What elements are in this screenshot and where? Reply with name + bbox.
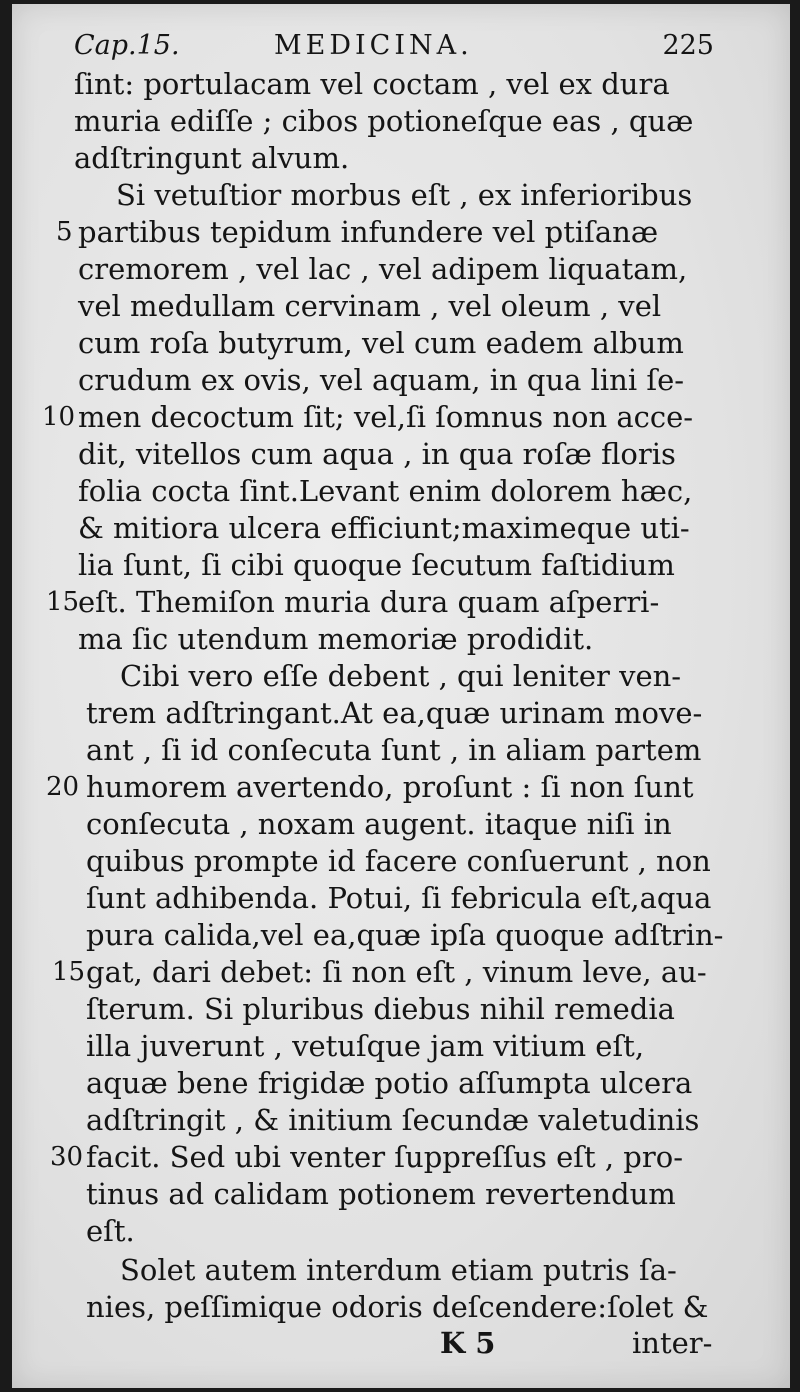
- text-line: vel medullam cervinam , vel oleum , vel: [78, 289, 662, 323]
- text-line: ant , ſi id conſecuta ſunt , in aliam partem: [86, 733, 702, 767]
- text-line: lia ſunt, ſi cibi quoque ſecutum faſtidium: [78, 548, 675, 582]
- text-line: cum roſa butyrum, vel cum eadem album: [78, 326, 684, 360]
- text-line: nies, peſſimique odoris deſcendere:ſolet &: [86, 1290, 709, 1324]
- line-number: 10: [42, 402, 76, 432]
- text-line: pura calida,vel ea,quæ ipſa quoque adſtrin-: [86, 918, 724, 952]
- text-line: ſunt adhibenda. Potui, ſi febricula eſt,aqua: [86, 881, 712, 915]
- text-line: partibus tepidum infundere vel ptiſanæ: [78, 215, 659, 249]
- signature-mark: K 5: [440, 1326, 496, 1360]
- text-line: cremorem , vel lac , vel adipem liquatam,: [78, 252, 688, 286]
- text-line: gat, dari debet: ſi non eſt , vinum leve, au-: [86, 955, 707, 989]
- book-page: [12, 4, 790, 1388]
- text-line: adſtringit , & initium ſecundæ valetudinis: [86, 1103, 700, 1137]
- line-number: 15: [46, 587, 80, 617]
- text-line: dit, vitellos cum aqua , in qua roſæ floris: [78, 437, 676, 471]
- text-line: illa juverunt , vetuſque jam vitium eſt,: [86, 1029, 645, 1063]
- text-line: quibus prompte id facere conſuerunt , non: [86, 844, 711, 878]
- text-line: trem adſtringant.At ea,quæ urinam move-: [86, 696, 703, 730]
- text-line: conſecuta , noxam augent. itaque niſi in: [86, 807, 672, 841]
- text-line: facit. Sed ubi venter ſuppreſſus eſt , pro-: [86, 1140, 683, 1174]
- chapter-label: Cap.15.: [74, 30, 180, 61]
- text-line: humorem avertendo, proſunt : ſi non ſunt: [86, 770, 694, 804]
- running-title: MEDICINA.: [274, 30, 473, 61]
- text-line: eſt. Themiſon muria dura quam aſperri-: [78, 585, 660, 619]
- paragraph-start-line: Solet autem interdum etiam putris ſa-: [120, 1253, 677, 1287]
- page-number: 225: [662, 30, 714, 61]
- text-line: eſt.: [86, 1214, 135, 1248]
- text-line: & mitiora ulcera efficiunt;maximeque uti-: [78, 511, 690, 545]
- text-line: tinus ad calidam potionem revertendum: [86, 1177, 676, 1211]
- line-number: 5: [56, 217, 73, 247]
- text-line: ſterum. Si pluribus diebus nihil remedia: [86, 992, 675, 1026]
- line-number: 30: [50, 1142, 84, 1172]
- line-number: 20: [46, 772, 80, 802]
- paragraph-start-line: Si vetuſtior morbus eſt , ex inferioribus: [116, 178, 693, 212]
- catchword: inter-: [632, 1326, 713, 1360]
- text-line: folia cocta ſint.Levant enim dolorem hæc,: [78, 474, 693, 508]
- running-header: [74, 30, 714, 70]
- text-line: ſint: portulacam vel coctam , vel ex dura: [74, 67, 670, 101]
- paragraph-start-line: Cibi vero eſſe debent , qui leniter ven-: [120, 659, 682, 693]
- text-line: aquæ bene frigidæ potio aſſumpta ulcera: [86, 1066, 693, 1100]
- text-line: adſtringunt alvum.: [74, 141, 350, 175]
- text-line: men decoctum ſit; vel,ſi ſomnus non acce-: [78, 400, 694, 434]
- text-line: muria ediſſe ; cibos potioneſque eas , quæ: [74, 104, 694, 138]
- text-line: crudum ex ovis, vel aquam, in qua lini ſe-: [78, 363, 685, 397]
- line-number: 15: [52, 957, 86, 987]
- text-line: ma ſic utendum memoriæ prodidit.: [78, 622, 594, 656]
